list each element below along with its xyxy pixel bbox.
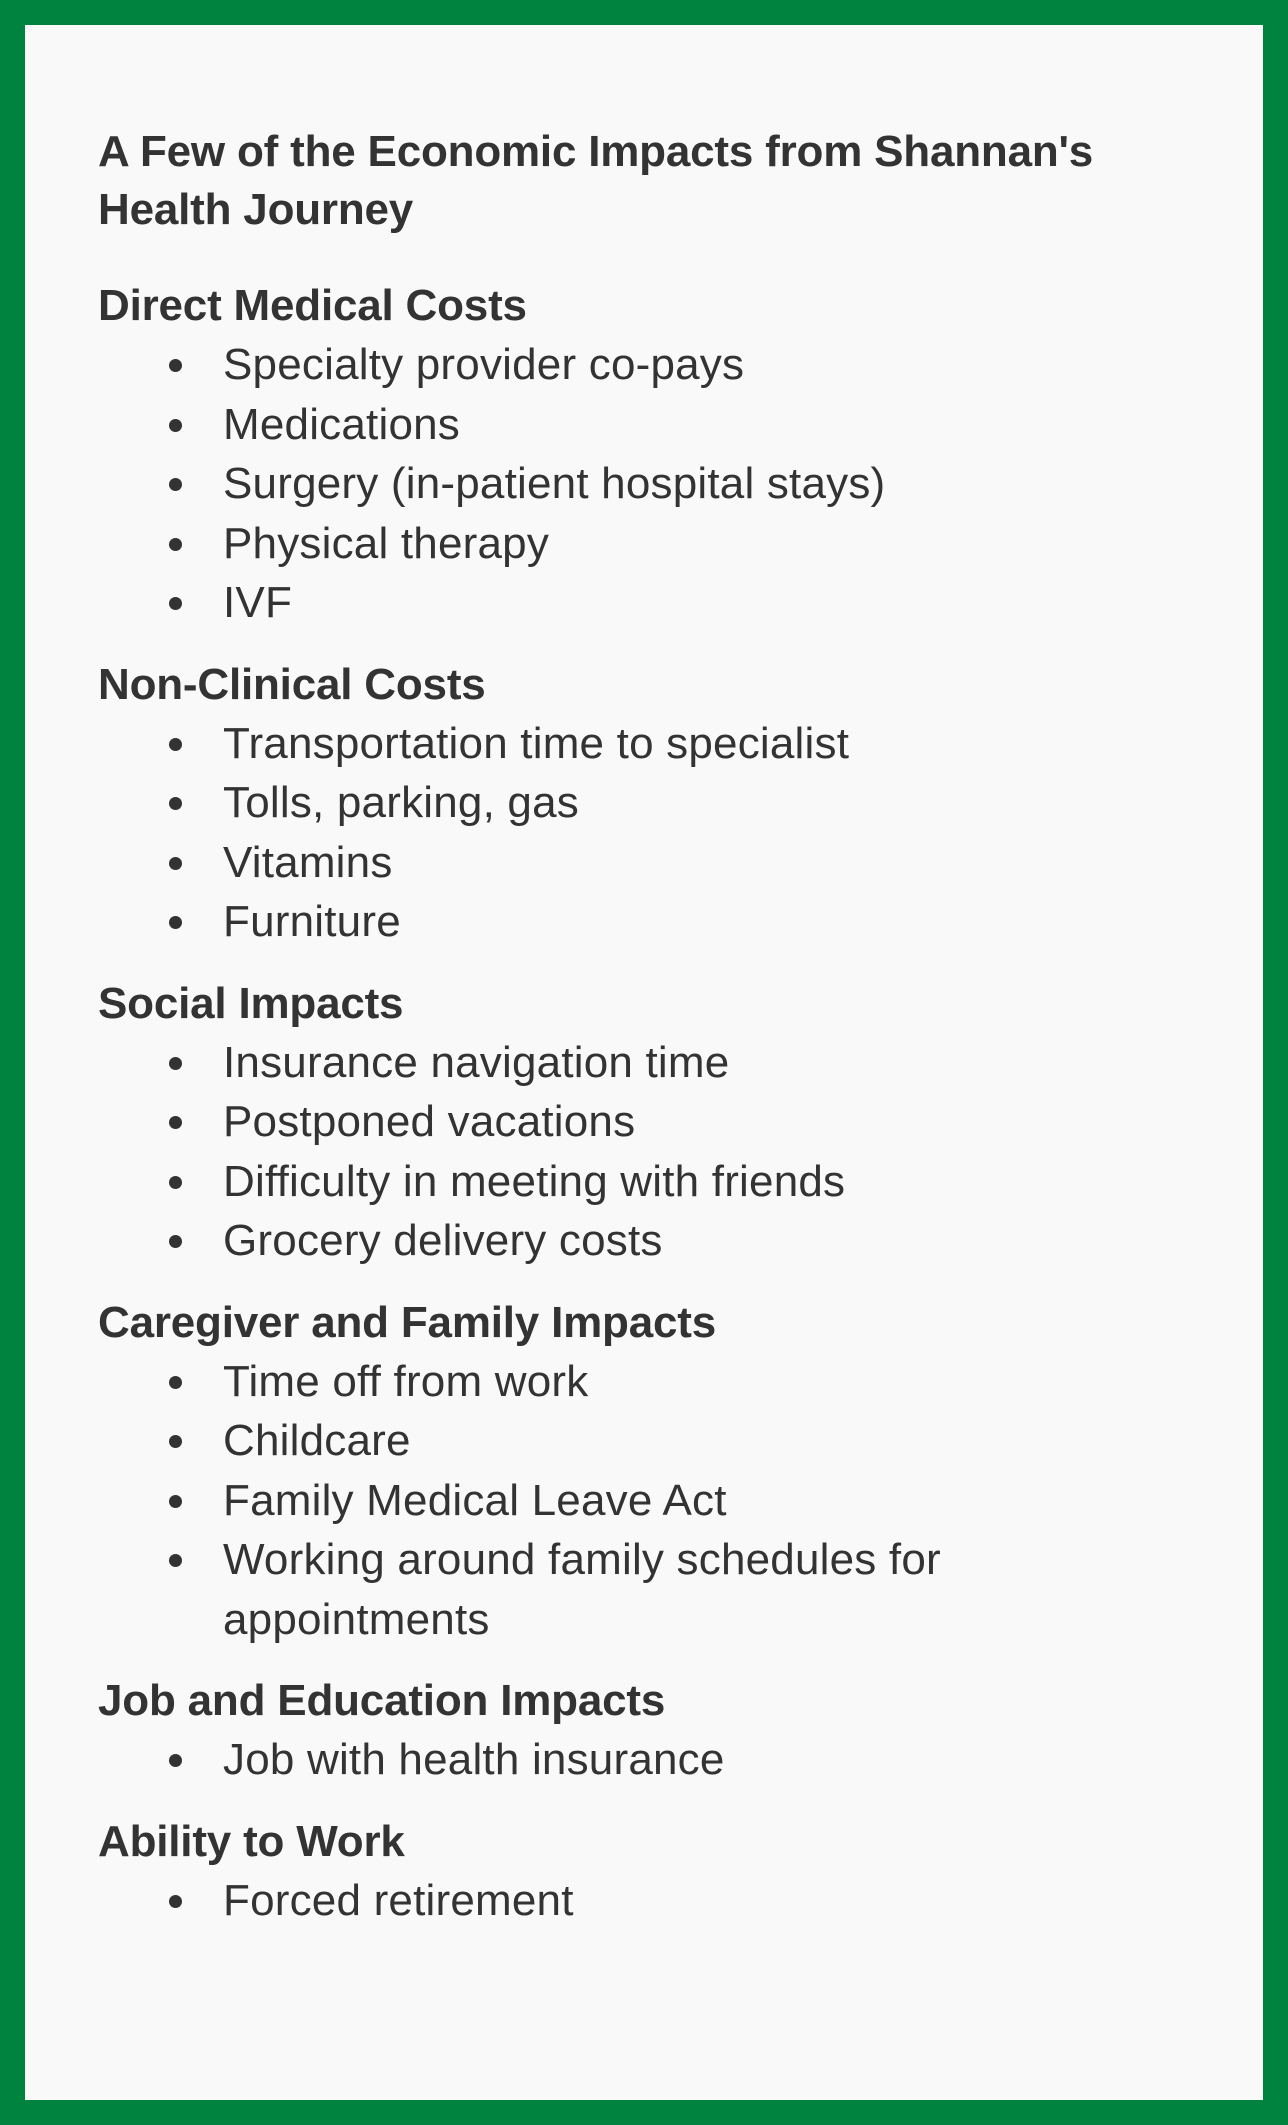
list-item — [98, 1211, 1190, 1271]
list-item-text: Job with health insurance — [223, 1735, 725, 1784]
content-panel — [98, 123, 1190, 1953]
list-item-text: Medications — [223, 399, 460, 449]
list-item-text: Difficulty in meeting with friends — [223, 1156, 846, 1206]
bullet-list — [98, 335, 1190, 633]
bullet-icon — [169, 1495, 182, 1508]
list-item — [98, 335, 1190, 395]
list-item — [98, 892, 1190, 952]
list-item-text: Time off from work — [223, 1356, 589, 1406]
section — [98, 656, 1190, 952]
section-heading: Ability to Work — [98, 1816, 405, 1866]
list-item-text: Surgery (in-patient hospital stays) — [223, 459, 886, 508]
bullet-icon — [169, 797, 182, 810]
list-item — [98, 1352, 1190, 1412]
bullet-list — [98, 714, 1190, 952]
section-heading: Job and Education Impacts — [98, 1676, 666, 1725]
bullet-icon — [169, 1435, 182, 1448]
bullet-icon — [169, 1895, 182, 1908]
list-item — [98, 454, 1190, 514]
list-item — [98, 395, 1190, 455]
list-item-text: Tolls, parking, gas — [223, 778, 579, 827]
bullet-icon — [169, 538, 182, 551]
list-item — [98, 1871, 1190, 1931]
list-item — [98, 1530, 1190, 1649]
section — [98, 975, 1190, 1271]
bullet-icon — [169, 359, 182, 372]
section — [98, 1813, 1190, 1931]
list-item-text: Grocery delivery costs — [223, 1216, 663, 1265]
list-item-text: Vitamins — [223, 837, 393, 887]
page-title: A Few of the Economic Impacts from Shannan's Health Journey — [98, 127, 1094, 234]
sections-list — [98, 277, 1190, 1930]
bullet-icon — [169, 478, 182, 491]
bullet-icon — [169, 1235, 182, 1248]
bullet-list — [98, 1871, 1190, 1931]
bullet-icon — [169, 1754, 182, 1767]
list-item — [98, 833, 1190, 893]
list-item — [98, 514, 1190, 574]
list-item-text: Childcare — [223, 1416, 411, 1465]
section-heading: Caregiver and Family Impacts — [98, 1297, 716, 1347]
bullet-icon — [169, 916, 182, 929]
list-item-text: Specialty provider co-pays — [223, 340, 745, 389]
section — [98, 1672, 1190, 1790]
section-heading: Non-Clinical Costs — [98, 659, 486, 709]
section — [98, 277, 1190, 633]
bullet-list — [98, 1033, 1190, 1271]
list-item-text: Transportation time to specialist — [223, 718, 850, 768]
section-heading: Direct Medical Costs — [98, 281, 527, 330]
bullet-icon — [169, 1116, 182, 1129]
bullet-icon — [169, 597, 182, 610]
bullet-icon — [169, 1554, 182, 1567]
bullet-icon — [169, 1057, 182, 1070]
bullet-icon — [169, 738, 182, 751]
bullet-icon — [169, 419, 182, 432]
list-item — [98, 1033, 1190, 1093]
list-item-text: Physical therapy — [223, 518, 550, 568]
list-item — [98, 1411, 1190, 1471]
section — [98, 1294, 1190, 1650]
list-item-text: IVF — [223, 578, 293, 627]
list-item — [98, 1152, 1190, 1212]
list-item — [98, 773, 1190, 833]
list-item — [98, 1092, 1190, 1152]
list-item — [98, 1471, 1190, 1531]
list-item-text: Working around family schedules for appointments — [223, 1535, 941, 1644]
list-item-text: Postponed vacations — [223, 1097, 636, 1146]
list-item-text: Furniture — [223, 897, 401, 946]
bullet-icon — [169, 1176, 182, 1189]
list-item-text: Insurance navigation time — [223, 1037, 730, 1087]
bullet-list — [98, 1352, 1190, 1650]
bullet-icon — [169, 1376, 182, 1389]
list-item — [98, 573, 1190, 633]
list-item — [98, 1730, 1190, 1790]
list-item-text: Forced retirement — [223, 1875, 574, 1925]
list-item — [98, 714, 1190, 774]
bullet-icon — [169, 857, 182, 870]
section-heading: Social Impacts — [98, 978, 404, 1028]
bullet-list — [98, 1730, 1190, 1790]
list-item-text: Family Medical Leave Act — [223, 1475, 727, 1525]
